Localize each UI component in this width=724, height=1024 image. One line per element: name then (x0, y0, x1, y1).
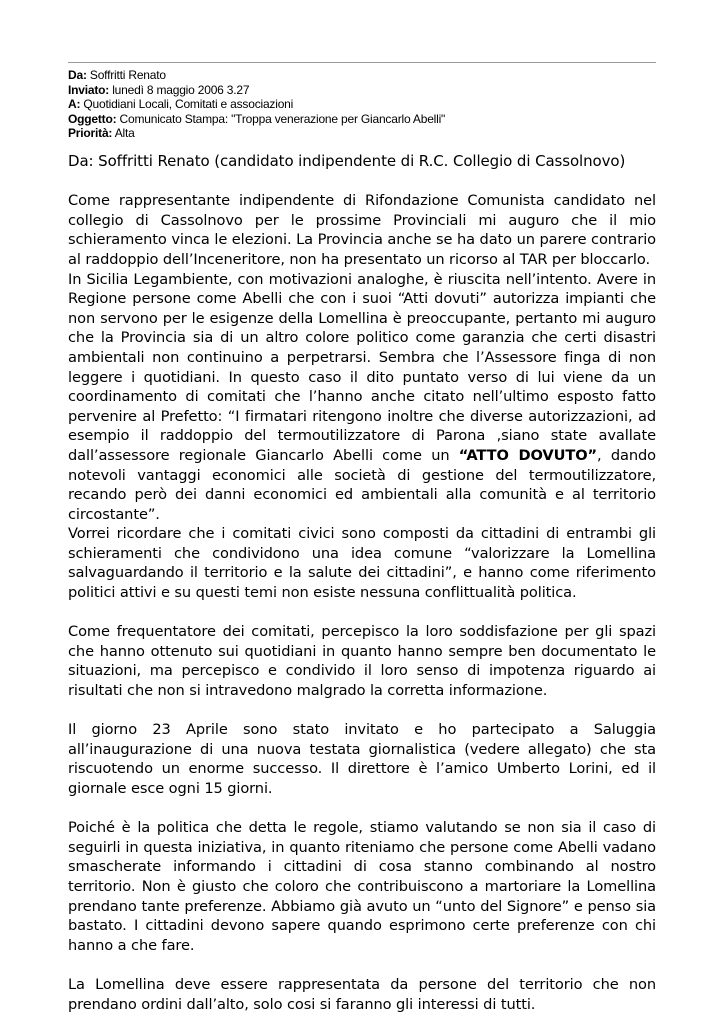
header-subject-value: Comunicato Stampa: "Troppa venerazione per Giancarlo Abelli" (119, 111, 446, 126)
header-from-value: Soffritti Renato (89, 68, 166, 82)
header-sent-label: Inviato: (68, 82, 110, 97)
paragraph-2-bold: “ATTO DOVUTO” (458, 446, 598, 464)
header-sent (68, 83, 656, 98)
paragraph-7: La Lomellina deve essere rappresentata da persone del territorio che non prendano ordini dall’alto, solo cosi si faranno gli interessi di tutti. (68, 975, 656, 1013)
paragraph-4: Come frequentatore dei comitati, percepisco la loro soddisfazione per gli spazi che hanno ottenuto sui quotidiani in quanto hanno sempre ben documentato le situazioni, ma percepisco e condivido il loro senso di impotenza riguardo ai risultati che non si intravedono malgrado la corretta informazione. (68, 623, 656, 700)
body-from-line: Da: Soffritti Renato (candidato indipendente di R.C. Collegio di Cassolnovo) (68, 152, 626, 170)
paragraph-3: Vorrei ricordare che i comitati civici sono composti da cittadini di entrambi gli schieramenti che condividono una idea comune “valorizzare la Lomellina salvaguardando il territorio e la salute dei cittadini”, e hanno come riferimento politici attivi e su questi temi non esiste nessuna conflittualità politica. (68, 525, 656, 602)
paragraph-5: Il giorno 23 Aprile sono stato invitato e ho partecipato a Saluggia all’inaugurazione di una nuova testata giornalistica (vedere allegato) che sta riscuotendo un enorme successo. Il direttore è l’amico Umberto Lorini, ed il giornale esce ogni 15 giorni. (68, 721, 656, 797)
header-divider (68, 62, 656, 63)
header-to-value: Quotidiani Locali, Comitati e associazioni (83, 97, 294, 111)
paragraph-2-text-b: , dando notevoli vantaggi economici alle società di gestione del termoutilizzatore, recando però dei danni economici ed ambientali alla comunità e al territorio circostante”. (68, 446, 656, 523)
email-header-block (68, 68, 656, 141)
message-body (68, 152, 656, 1014)
header-priority-value: Alta (114, 126, 135, 140)
header-subject (68, 112, 656, 127)
header-subject-label: Oggetto: (68, 111, 117, 126)
header-priority-label: Priorità: (68, 126, 113, 140)
paragraph-6: Poiché è la politica che detta le regole, stiamo valutando se non sia il caso di seguirli in questa iniziativa, in quanto riteniamo che persone come Abelli vadano smascherate informando i cittadini di cosa stanno combinando al nostro territorio. Non è giusto che coloro che contribuiscono a martoriare la Lomellina prendano tante preferenze. Abbiamo già avuto un “unto del Signore” e penso sia bastato. I cittadini devono sapere quando esprimono certe preferenze con chi hanno a che fare. (68, 819, 656, 954)
header-sent-value: lunedì 8 maggio 2006 3.27 (112, 82, 250, 97)
header-to (68, 97, 656, 112)
header-priority (68, 126, 656, 141)
header-from-label: Da: (68, 68, 87, 82)
header-to-label: A: (68, 97, 81, 111)
paragraph-2-text-a: In Sicilia Legambiente, con motivazioni analoghe, è riuscita nell’intento. Avere in Regione persone come Abelli che con i suoi “Atti dovuti” autorizza impianti che non servono per le esigenze della Lomellina è preoccupante, pertanto mi auguro che la Provincia sia di un altro colore politico come garanzia che certi disastri ambientali non continuino a perpetrarsi. Sembra che l’Assessore finga di non leggere i quotidiani. In questo caso il dito puntato verso di lui viene da un coordinamento di comitati che l’hanno anche citato nell’ultimo esposto fatto pervenire al Prefetto: “I firmatari ritengono inoltre che diverse autorizzazioni, ad esempio il raddoppio del termoutilizzatore di Parona ,siano state avallate dall’assessore regionale Giancarlo Abelli come un (68, 270, 656, 464)
paragraph-2 (68, 270, 656, 525)
paragraph-1: Come rappresentante indipendente di Rifondazione Comunista candidato nel collegio di Cassolnovo per le prossime Provinciali mi auguro che il mio schieramento vinca le elezioni. La Provincia anche se ha dato un parere contrario al raddoppio dell’Inceneritore, non ha presentato un ricorso al TAR per bloccarlo. (68, 192, 656, 268)
header-from (68, 68, 656, 83)
